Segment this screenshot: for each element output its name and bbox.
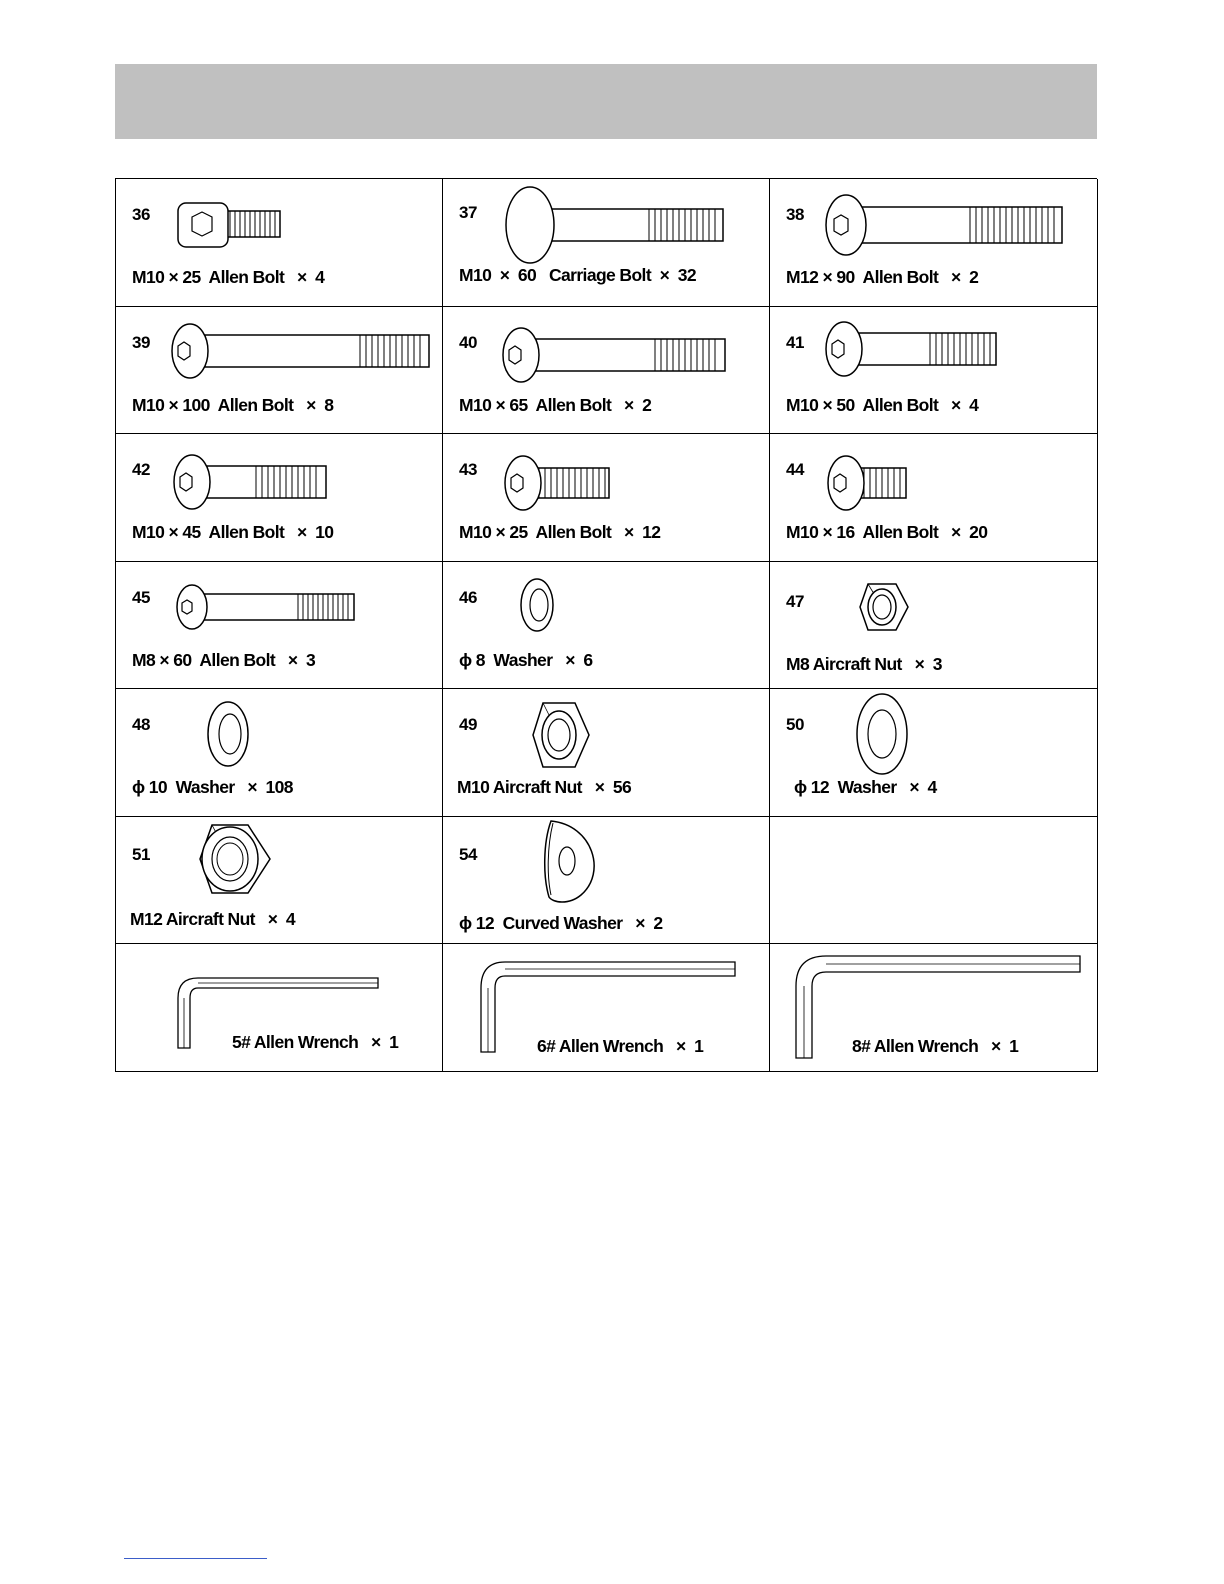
part-label: ϕ 12 Washer × 4 — [794, 777, 937, 798]
part-number: 40 — [459, 332, 477, 352]
part-number: 54 — [459, 844, 477, 864]
part-label: M8 × 60 Allen Bolt × 3 — [132, 649, 316, 670]
part-cell-36 — [116, 179, 443, 307]
part-label: ϕ 8 Washer × 6 — [459, 649, 593, 670]
part-label: ϕ 10 Washer × 108 — [132, 777, 293, 798]
part-cell-54 — [443, 817, 770, 945]
wrench-label: 8# Allen Wrench × 1 — [852, 1036, 1019, 1057]
part-number: 50 — [786, 715, 804, 735]
part-label: M10 × 16 Allen Bolt × 20 — [786, 522, 988, 543]
part-cell-47 — [770, 562, 1098, 690]
carriage-bolt-icon — [443, 179, 769, 306]
wrench-cell-8 — [770, 944, 1098, 1072]
part-number: 51 — [132, 844, 150, 864]
part-number: 49 — [459, 715, 477, 735]
part-number: 43 — [459, 460, 477, 480]
wrench-cell-5 — [116, 944, 443, 1072]
part-number: 45 — [132, 587, 150, 607]
empty-cell — [770, 817, 1098, 945]
part-cell-38 — [770, 179, 1098, 307]
footer-rule — [124, 1558, 267, 1559]
wrench-label: 5# Allen Wrench × 1 — [232, 1032, 399, 1053]
part-label: M10 Aircraft Nut × 56 — [457, 777, 632, 798]
part-cell-50 — [770, 689, 1098, 817]
part-label: M10 × 50 Allen Bolt × 4 — [786, 394, 979, 415]
part-cell-41 — [770, 307, 1098, 435]
part-number: 44 — [786, 460, 804, 480]
part-number: 42 — [132, 460, 150, 480]
part-label: M12 Aircraft Nut × 4 — [130, 908, 295, 929]
part-cell-42 — [116, 434, 443, 562]
wrench-cell-6 — [443, 944, 770, 1072]
part-label: M10 × 25 Allen Bolt × 12 — [459, 522, 661, 543]
part-cell-40 — [443, 307, 770, 435]
header-banner — [115, 64, 1097, 139]
part-label: M12 × 90 Allen Bolt × 2 — [786, 267, 979, 287]
part-label: M10 × 25 Allen Bolt × 4 — [132, 267, 325, 287]
part-label: ϕ 12 Curved Washer × 2 — [459, 912, 663, 933]
part-cell-48 — [116, 689, 443, 817]
part-label: M10 × 60 Carriage Bolt × 32 — [459, 265, 696, 285]
part-cell-46 — [443, 562, 770, 690]
part-label: M8 Aircraft Nut × 3 — [786, 653, 942, 674]
part-number: 36 — [132, 205, 150, 224]
part-cell-51 — [116, 817, 443, 945]
part-label: M10 × 65 Allen Bolt × 2 — [459, 394, 652, 415]
part-cell-43 — [443, 434, 770, 562]
part-number: 46 — [459, 587, 477, 607]
part-cell-37 — [443, 179, 770, 307]
part-number: 48 — [132, 715, 150, 735]
part-number: 41 — [786, 332, 804, 352]
part-number: 47 — [786, 591, 804, 611]
part-cell-49 — [443, 689, 770, 817]
part-cell-44 — [770, 434, 1098, 562]
part-number: 38 — [786, 205, 804, 224]
part-number: 37 — [459, 203, 477, 222]
part-label: M10 × 45 Allen Bolt × 10 — [132, 522, 334, 543]
parts-table — [115, 178, 1097, 1072]
wrench-label: 6# Allen Wrench × 1 — [537, 1036, 704, 1057]
part-label: M10 × 100 Allen Bolt × 8 — [132, 394, 334, 415]
part-cell-39 — [116, 307, 443, 435]
part-number: 39 — [132, 332, 150, 352]
part-cell-45 — [116, 562, 443, 690]
